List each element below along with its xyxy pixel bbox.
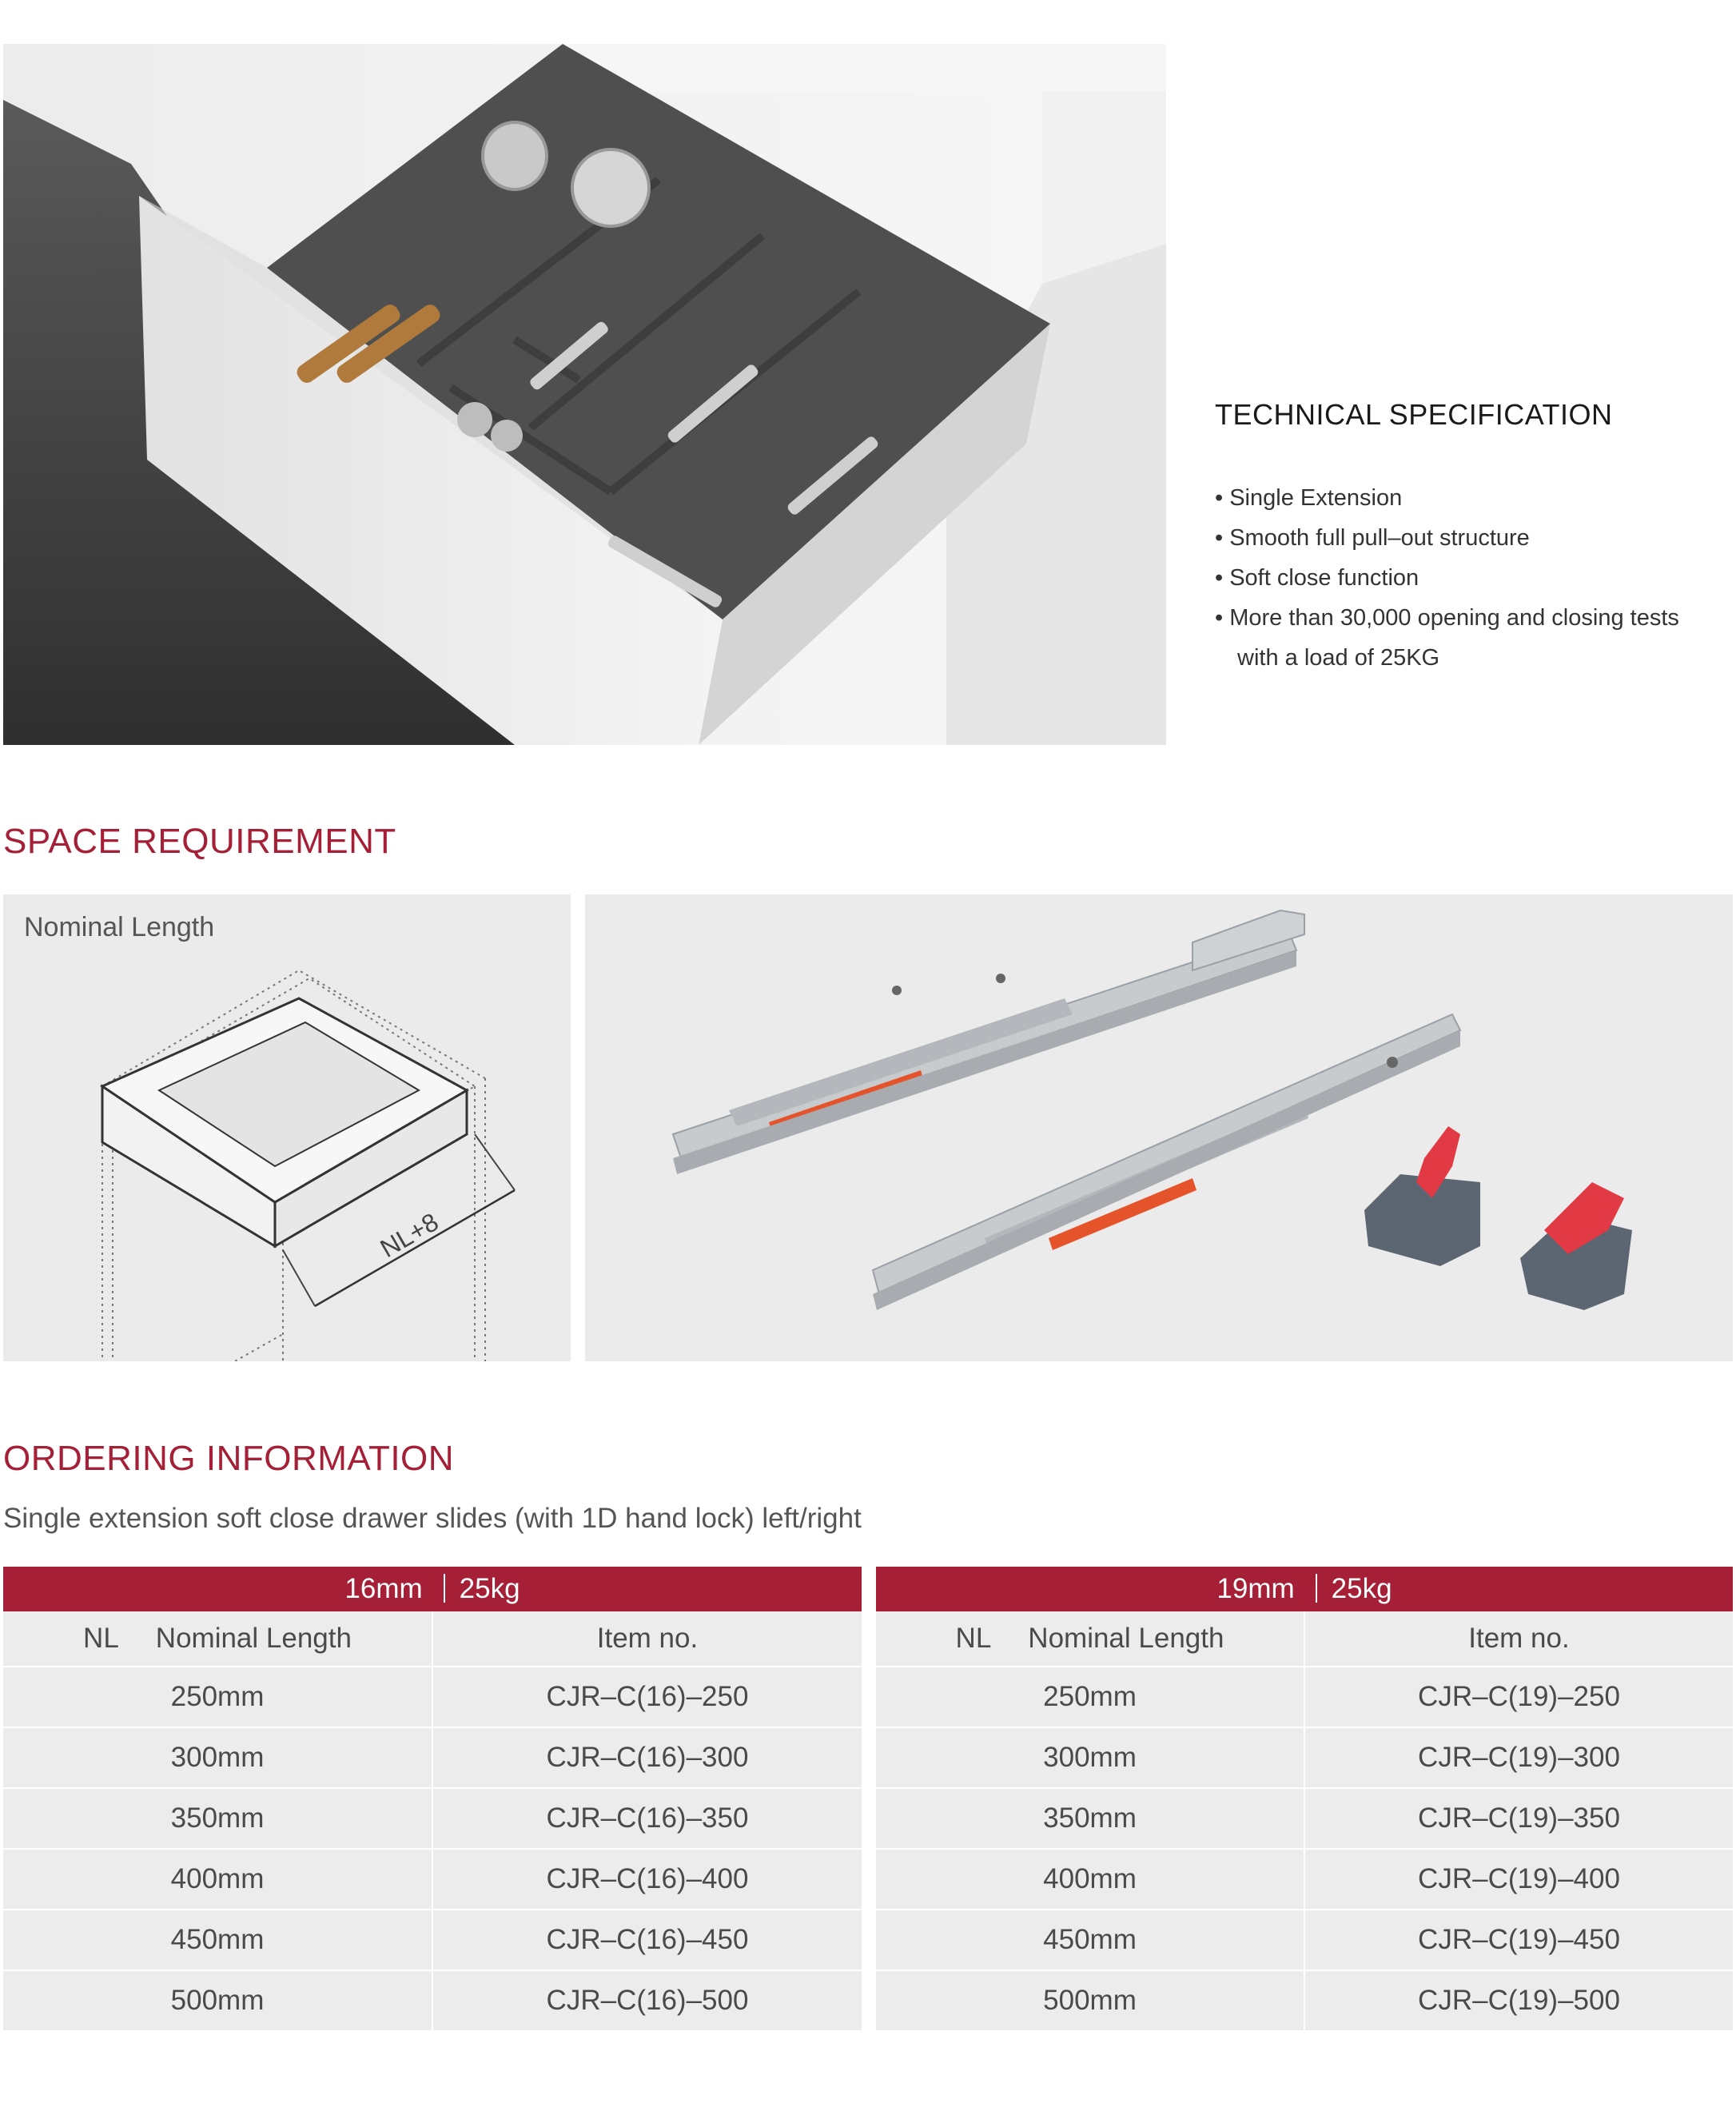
item-cell: CJR–C(19)–300 xyxy=(1304,1727,1733,1788)
table-header-row xyxy=(876,1567,1733,1611)
load-label: 25kg xyxy=(1331,1573,1392,1604)
item-cell: CJR–C(16)–400 xyxy=(432,1849,862,1910)
space-requirement-title: SPACE REQUIREMENT xyxy=(3,822,396,861)
order-table-16mm xyxy=(3,1567,862,2032)
length-cell: 250mm xyxy=(876,1667,1304,1727)
order-table-19mm xyxy=(876,1567,1733,2032)
item-cell: CJR–C(19)–400 xyxy=(1304,1849,1733,1910)
table-row xyxy=(876,1970,1733,2031)
item-no-header: Item no. xyxy=(432,1611,862,1667)
nominal-label: Nominal Length xyxy=(1028,1623,1224,1654)
length-cell: 450mm xyxy=(876,1910,1304,1970)
nl-label: NL xyxy=(955,1623,992,1654)
item-cell: CJR–C(19)–500 xyxy=(1304,1970,1733,2031)
drawer-box-diagram xyxy=(3,894,571,1361)
load-label: 25kg xyxy=(459,1573,520,1604)
table-row xyxy=(876,1910,1733,1970)
diagram-label: Nominal Length xyxy=(24,912,215,942)
table-row xyxy=(3,1849,862,1910)
length-cell: 450mm xyxy=(3,1910,432,1970)
table-row xyxy=(876,1667,1733,1727)
length-cell: 250mm xyxy=(3,1667,432,1727)
nominal-length-header xyxy=(3,1611,432,1667)
table-row xyxy=(876,1849,1733,1910)
length-cell: 350mm xyxy=(876,1788,1304,1849)
table-row xyxy=(3,1667,862,1727)
drawer-photo xyxy=(3,44,1166,745)
item-cell: CJR–C(19)–450 xyxy=(1304,1910,1733,1970)
item-cell: CJR–C(19)–250 xyxy=(1304,1667,1733,1727)
spec-item-continuation: with a load of 25KG xyxy=(1237,645,1440,671)
ordering-info-title: ORDERING INFORMATION xyxy=(3,1439,455,1478)
spec-item: • More than 30,000 opening and closing tests xyxy=(1215,605,1679,631)
header-divider xyxy=(444,1574,445,1603)
spec-title: TECHNICAL SPECIFICATION xyxy=(1215,398,1613,431)
length-cell: 500mm xyxy=(3,1970,432,2031)
table-row xyxy=(3,1970,862,2031)
table-row xyxy=(3,1788,862,1849)
length-cell: 300mm xyxy=(876,1727,1304,1788)
spec-item: • Smooth full pull–out structure xyxy=(1215,525,1530,551)
thickness-label: 16mm xyxy=(344,1573,423,1604)
nl-label: NL xyxy=(83,1623,119,1654)
header-divider xyxy=(1316,1574,1317,1603)
ordering-subtitle: Single extension soft close drawer slides (with 1D hand lock) left/right xyxy=(3,1503,862,1534)
length-cell: 400mm xyxy=(876,1849,1304,1910)
dimension-label: NL+8 xyxy=(375,1207,444,1264)
item-cell: CJR–C(16)–300 xyxy=(432,1727,862,1788)
table-header xyxy=(876,1567,1733,1611)
length-cell: 500mm xyxy=(876,1970,1304,2031)
spec-list xyxy=(1215,478,1679,678)
length-cell: 300mm xyxy=(3,1727,432,1788)
nominal-label: Nominal Length xyxy=(155,1623,352,1654)
item-cell: CJR–C(16)–250 xyxy=(432,1667,862,1727)
space-diagram-panel xyxy=(3,894,571,1361)
item-cell: CJR–C(16)–450 xyxy=(432,1910,862,1970)
table-row xyxy=(3,1910,862,1970)
table-header-row xyxy=(3,1567,862,1611)
thickness-label: 19mm xyxy=(1216,1573,1295,1604)
column-header-row xyxy=(876,1611,1733,1667)
table-row xyxy=(876,1788,1733,1849)
nominal-length-header xyxy=(876,1611,1304,1667)
slides-product-photo xyxy=(585,894,1733,1361)
item-no-header: Item no. xyxy=(1304,1611,1733,1667)
table-header xyxy=(3,1567,862,1611)
length-cell: 350mm xyxy=(3,1788,432,1849)
table-row xyxy=(3,1727,862,1788)
item-cell: CJR–C(16)–350 xyxy=(432,1788,862,1849)
spec-item: • Single Extension xyxy=(1215,485,1403,511)
item-cell: CJR–C(19)–350 xyxy=(1304,1788,1733,1849)
spec-item: • Soft close function xyxy=(1215,565,1419,591)
length-cell: 400mm xyxy=(3,1849,432,1910)
table-row xyxy=(876,1727,1733,1788)
item-cell: CJR–C(16)–500 xyxy=(432,1970,862,2031)
column-header-row xyxy=(3,1611,862,1667)
